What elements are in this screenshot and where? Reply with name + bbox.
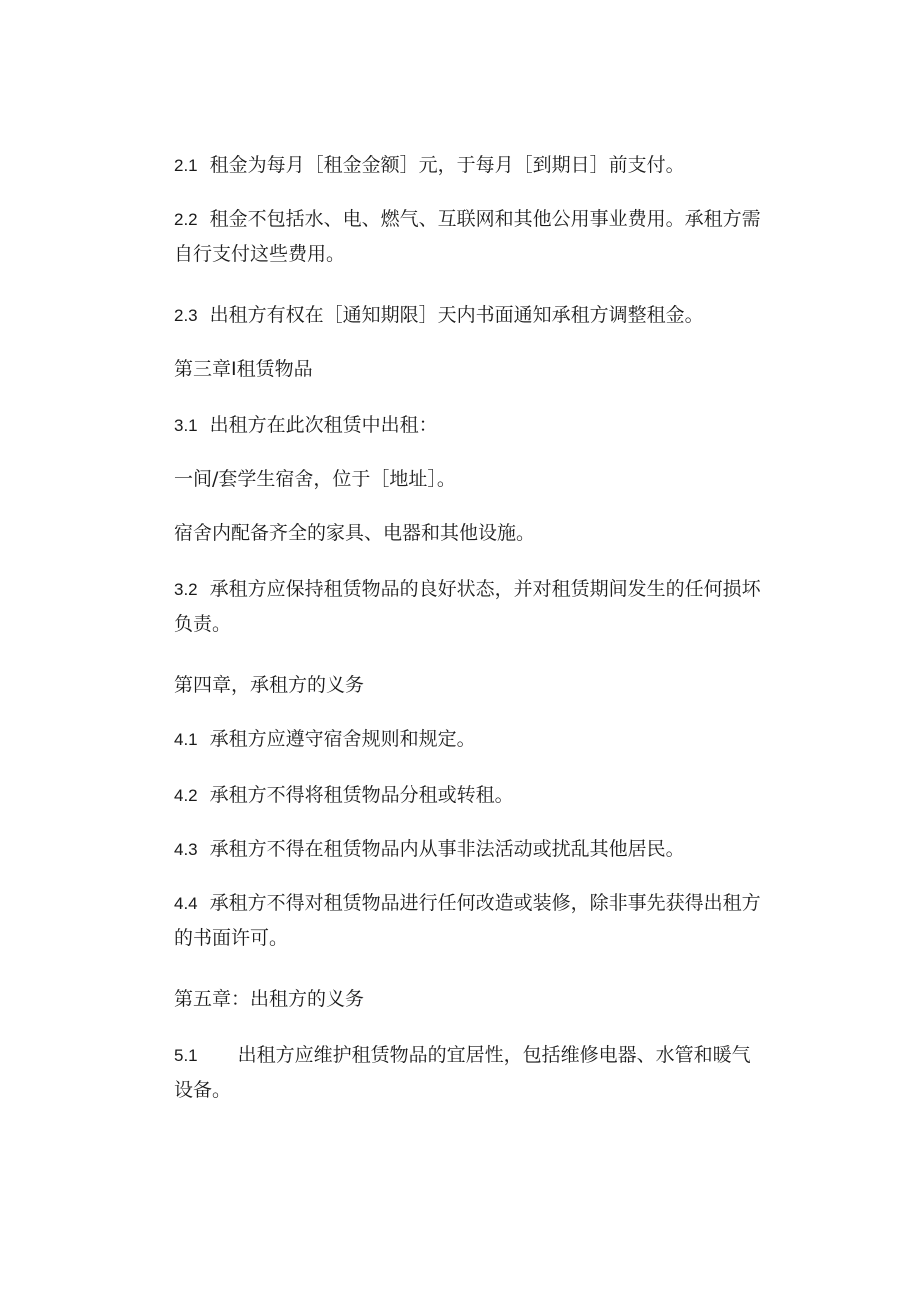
chapter-4-heading — [174, 668, 764, 703]
clause-text: 出租方有权在［通知期限］天内书面通知承租方调整租金。 — [209, 304, 704, 326]
clause-2-1 — [174, 148, 764, 183]
chapter-heading-text: 第四章，承租方的义务 — [174, 674, 365, 696]
clause-text: 承租方不得将租赁物品分租或转租。 — [209, 784, 514, 806]
clause-text: 租金不包括水、电、燃气、互联网和其他公用事业费用。承租方需自行支付这些费用。 — [174, 208, 761, 265]
clause-2-3 — [174, 298, 764, 333]
clause-text: 承租方不得在租赁物品内从事非法活动或扰乱其他居民。 — [209, 838, 685, 860]
clause-number: 4.3 — [174, 840, 198, 859]
clause-number: 4.1 — [174, 730, 198, 749]
clause-text: 承租方应保持租赁物品的良好状态，并对租赁期间发生的任何损坏负责。 — [174, 578, 761, 635]
clause-4-3 — [174, 832, 764, 867]
clause-number: 5.1 — [174, 1046, 198, 1065]
clause-3-1-item-a — [174, 462, 764, 497]
clause-text: 承租方应遵守宿舍规则和规定。 — [209, 728, 476, 750]
clause-4-4 — [174, 886, 764, 956]
clause-text: 出租方应维护租赁物品的宜居性，包括维修电器、水管和暖气设备。 — [174, 1044, 751, 1101]
clause-number: 2.2 — [174, 210, 198, 229]
clause-4-2 — [174, 778, 764, 813]
clause-3-2 — [174, 572, 764, 642]
clause-3-1 — [174, 408, 764, 443]
chapter-3-heading — [174, 352, 764, 387]
chapter-heading-text: 第三章I租赁物品 — [174, 358, 313, 380]
chapter-5-heading — [174, 982, 764, 1017]
clause-text: 出租方在此次租赁中出租： — [209, 414, 438, 436]
clause-text: 宿舍内配备齐全的家具、电器和其他设施。 — [174, 522, 536, 544]
chapter-heading-text: 第五章：出租方的义务 — [174, 988, 365, 1010]
clause-2-2 — [174, 202, 764, 272]
clause-text: 承租方不得对租赁物品进行任何改造或装修，除非事先获得出租方的书面许可。 — [174, 892, 761, 949]
clause-3-1-item-b — [174, 516, 764, 551]
clause-number: 2.3 — [174, 306, 198, 325]
clause-number: 3.2 — [174, 580, 198, 599]
clause-number: 2.1 — [174, 156, 198, 175]
clause-number: 4.4 — [174, 894, 198, 913]
clause-4-1 — [174, 722, 764, 757]
clause-text: 租金为每月［租金金额］元，于每月［到期日］前支付。 — [209, 154, 685, 176]
clause-number: 4.2 — [174, 786, 198, 805]
clause-number: 3.1 — [174, 416, 198, 435]
clause-5-1 — [174, 1038, 764, 1108]
clause-text: 一间/套学生宿舍，位于［地址］。 — [174, 468, 456, 490]
